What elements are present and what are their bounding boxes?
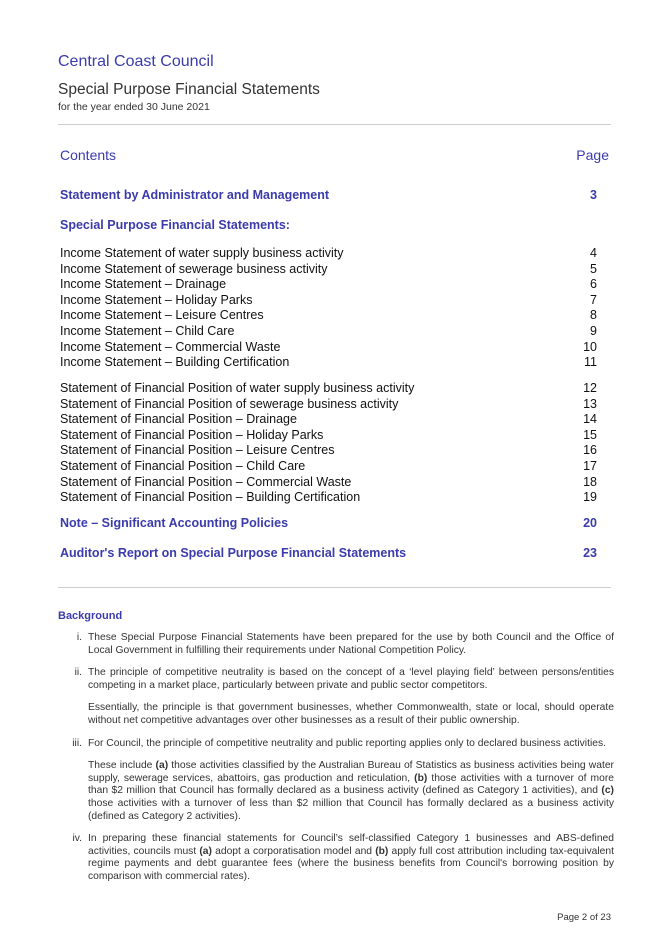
toc-entry[interactable] — [60, 381, 597, 395]
background-item — [58, 667, 614, 727]
toc-entry[interactable] — [60, 340, 597, 354]
contents-heading: Contents — [60, 147, 117, 163]
toc-page: 13 — [583, 396, 597, 411]
background-item — [58, 833, 614, 883]
toc-label: Statement of Financial Position – Building Certification — [60, 490, 361, 505]
toc-entry[interactable] — [60, 459, 597, 473]
toc-label: Statement of Financial Position – Holiday Parks — [60, 427, 324, 442]
toc-page: 15 — [583, 427, 597, 442]
text: In preparing these financial statements for Council’s self-classified Category 1 businesses and ABS-defined activities, councils must — [88, 833, 614, 857]
item-number: iv. — [72, 833, 82, 845]
text: apply full cost attribution including tax-equivalent regime payments and debt guarantee fees (where the business benefits from Council's borrowing position by comparison with commercial rates). — [88, 845, 614, 882]
toc-label: Income Statement – Holiday Parks — [60, 292, 253, 307]
toc-page: 16 — [583, 443, 597, 458]
paragraph — [88, 760, 614, 823]
toc-label: Statement of Financial Position of water supply business activity — [60, 381, 415, 395]
toc-entry[interactable] — [60, 412, 597, 426]
toc-label: Statement of Financial Position of sewerage business activity — [60, 396, 399, 411]
toc-entry[interactable] — [60, 246, 597, 260]
toc-label: Income Statement of water supply business activity — [60, 246, 344, 260]
spfs-heading — [60, 218, 597, 232]
text: (b) — [375, 845, 389, 857]
toc-label: Income Statement – Leisure Centres — [60, 308, 264, 323]
item-number: ii. — [74, 667, 82, 679]
text: (a) — [155, 760, 169, 772]
toc-page: 5 — [590, 261, 597, 276]
toc-entry[interactable] — [60, 475, 597, 489]
paragraph: These Special Purpose Financial Statements have been prepared for the use by both Council and the Office of Local Government in fulfilling their requirements under National Competition Policy. — [88, 632, 614, 656]
toc-label: Statement by Administrator and Management — [60, 188, 330, 202]
background-item — [58, 738, 614, 824]
toc-page: 9 — [590, 324, 597, 338]
text: (a) — [199, 845, 212, 857]
item-number: i. — [76, 632, 82, 643]
toc-entry[interactable] — [60, 293, 597, 307]
toc-page: 4 — [590, 246, 597, 260]
toc-label: Note – Significant Accounting Policies — [60, 516, 289, 530]
toc-label: Income Statement of sewerage business activity — [60, 261, 328, 276]
divider — [58, 587, 611, 588]
toc-page: 3 — [590, 188, 597, 202]
toc-entry[interactable] — [60, 490, 597, 504]
text: (c) — [601, 785, 614, 797]
page-column-heading: Page — [576, 147, 609, 163]
item-number: iii. — [72, 737, 82, 749]
background-item — [58, 632, 614, 657]
toc-label: Statement of Financial Position – Child Care — [60, 459, 306, 473]
toc-entry[interactable] — [60, 308, 597, 322]
paragraph: Essentially, the principle is that government businesses, whether Commonwealth, state or local, should operate without net competitive advantages over other businesses as a result of their public ownership. — [88, 702, 614, 726]
toc-page: 18 — [583, 474, 597, 489]
toc-entry[interactable] — [60, 262, 597, 276]
toc-page: 23 — [583, 546, 597, 560]
paragraph: For Council, the principle of competitive neutrality and public reporting applies only to declared business activities. — [88, 737, 606, 749]
toc-page: 20 — [583, 516, 597, 530]
toc-entry[interactable] — [60, 324, 597, 338]
toc-page: 12 — [583, 381, 597, 395]
document-title: Special Purpose Financial Statements — [58, 81, 320, 98]
background-heading: Background — [58, 610, 123, 622]
toc-label: Income Statement – Building Certification — [60, 355, 290, 370]
text: adopt a corporatisation model and — [211, 845, 376, 857]
text: those activities classified by the Australian Bureau of Statistics as business activities being water supply, sewerage services, abattoirs, gas production and reticulation, — [88, 760, 614, 784]
toc-entry-note[interactable] — [60, 516, 597, 530]
toc-page: 10 — [583, 339, 597, 354]
background-list — [58, 632, 614, 894]
toc-label: Statement of Financial Position – Leisure Centres — [60, 443, 335, 458]
document-period: for the year ended 30 June 2021 — [58, 101, 210, 113]
toc-page: 7 — [590, 292, 597, 307]
text: These include — [88, 760, 156, 772]
toc-label: Statement of Financial Position – Commercial Waste — [60, 474, 352, 489]
page-number: Page 2 of 23 — [557, 912, 611, 923]
toc-label: Income Statement – Drainage — [60, 277, 227, 292]
toc-entry[interactable] — [60, 355, 597, 369]
toc-label: Auditor's Report on Special Purpose Financial Statements — [60, 546, 407, 560]
toc-page: 11 — [584, 355, 597, 370]
toc-label: Statement of Financial Position – Drainage — [60, 412, 297, 427]
toc-label: Income Statement – Child Care — [60, 324, 235, 338]
toc-page: 8 — [590, 308, 597, 323]
toc-label: Income Statement – Commercial Waste — [60, 339, 281, 354]
toc-entry-auditor[interactable] — [60, 546, 597, 560]
organization-name: Central Coast Council — [58, 53, 214, 70]
toc-entry[interactable] — [60, 277, 597, 291]
text: those activities with a turnover of more than $2 million that Council has formally declared as a business activity (defined as Category 1 activities), and — [88, 772, 614, 797]
section-heading: Special Purpose Financial Statements: — [60, 218, 290, 232]
toc-page: 6 — [590, 277, 597, 292]
toc-page: 17 — [583, 459, 597, 473]
divider — [58, 124, 611, 125]
paragraph — [88, 833, 614, 883]
toc-page: 14 — [583, 412, 597, 427]
toc-entry[interactable] — [60, 443, 597, 457]
text: those activities with a turnover of less than $2 million that Council has formally declared as a business activity (defined as Category 2 activities). — [88, 797, 614, 822]
toc-entry[interactable] — [60, 397, 597, 411]
toc-entry[interactable] — [60, 428, 597, 442]
toc-page: 19 — [583, 490, 597, 505]
paragraph: The principle of competitive neutrality is based on the concept of a ‘level playing field’ between persons/entities competing in a market place, particularly between private and public sector competitors. — [88, 667, 614, 691]
toc-entry-statement-admin[interactable] — [60, 188, 597, 202]
text: (b) — [414, 772, 428, 784]
